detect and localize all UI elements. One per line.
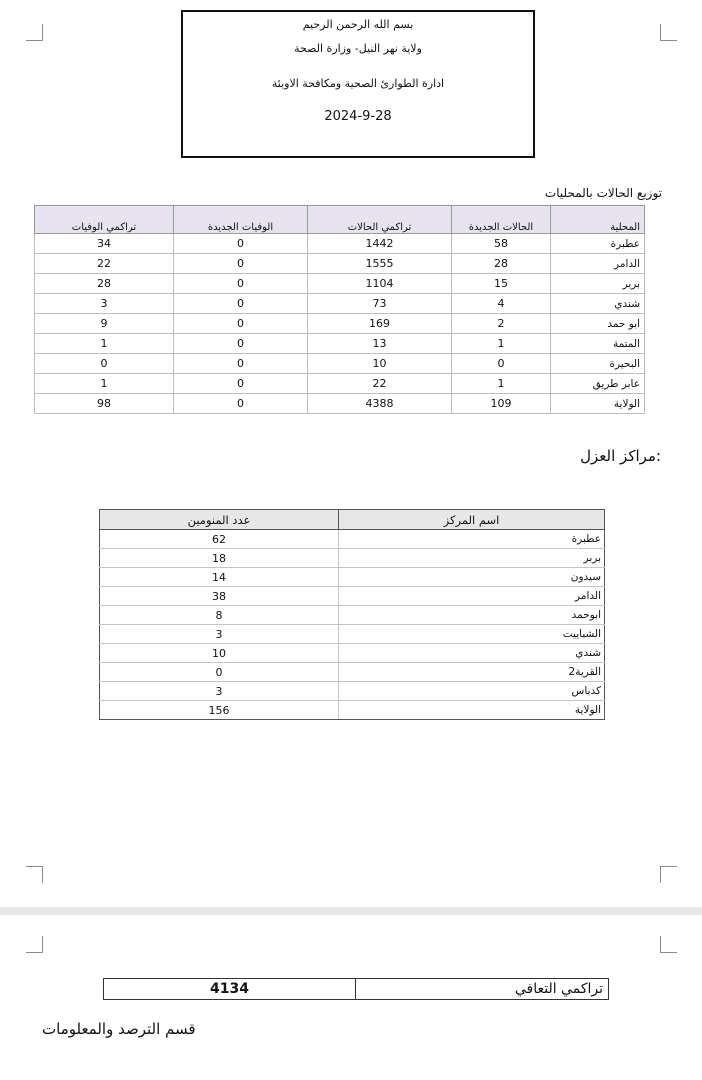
center-name: الشباييت xyxy=(339,625,605,644)
table-cell: 73 xyxy=(308,294,452,314)
report-date: 2024-9-28 xyxy=(324,109,392,124)
table-row xyxy=(35,354,645,374)
center-name: بربر xyxy=(339,549,605,568)
footer-department: قسم الترصد والمعلومات xyxy=(42,1020,196,1038)
margin-mark-bottom-right xyxy=(660,866,677,883)
center-name: ابوحمد xyxy=(339,606,605,625)
table-cell: 1 xyxy=(452,374,551,394)
column-header: تراكمي الوفيات xyxy=(35,206,174,234)
table-cell: 3 xyxy=(35,294,174,314)
inpatient-count: 8 xyxy=(100,606,339,625)
table-cell: 0 xyxy=(174,374,308,394)
inpatient-count: 10 xyxy=(100,644,339,663)
table-cell: 98 xyxy=(35,394,174,414)
cases-section-title: توزيع الحالات بالمحليات xyxy=(544,186,662,200)
center-name: القرية2 xyxy=(339,663,605,682)
locality-name: بربر xyxy=(551,274,645,294)
inpatient-count: 3 xyxy=(100,682,339,701)
center-name: سيدون xyxy=(339,568,605,587)
table-row xyxy=(35,374,645,394)
department-line: ادارة الطوارئ الصحية ومكافحة الاوبئة xyxy=(271,77,445,90)
table-row xyxy=(100,644,605,663)
letterhead-box xyxy=(181,10,535,158)
table-row xyxy=(35,274,645,294)
table-cell: 0 xyxy=(174,234,308,254)
table-cell: 22 xyxy=(35,254,174,274)
center-name: الدامر xyxy=(339,587,605,606)
table-cell: 0 xyxy=(174,274,308,294)
column-header: المحلية xyxy=(551,206,645,234)
recovery-value: 4134 xyxy=(210,981,249,997)
table-cell: 1104 xyxy=(308,274,452,294)
table-cell: 0 xyxy=(174,294,308,314)
table-cell: 109 xyxy=(452,394,551,414)
table-cell: 0 xyxy=(174,394,308,414)
table-cell: 58 xyxy=(452,234,551,254)
inpatient-count: 62 xyxy=(100,530,339,549)
table-row xyxy=(35,294,645,314)
margin-mark-top-left xyxy=(26,936,43,953)
table-cell: 22 xyxy=(308,374,452,394)
table-row xyxy=(35,314,645,334)
margin-mark-top-right xyxy=(660,936,677,953)
center-name: شندي xyxy=(339,644,605,663)
table-cell: 1 xyxy=(452,334,551,354)
column-header: اسم المركز xyxy=(339,510,605,530)
table-cell: 169 xyxy=(308,314,452,334)
locality-name: الدامر xyxy=(551,254,645,274)
table-cell: 2 xyxy=(452,314,551,334)
table-cell: 4 xyxy=(452,294,551,314)
locality-name: الولاية xyxy=(551,394,645,414)
table-header-row xyxy=(100,510,605,530)
table-row xyxy=(35,234,645,254)
recovery-label: تراكمي التعافي xyxy=(355,979,608,999)
column-header: عدد المنومين xyxy=(100,510,339,530)
table-header-row xyxy=(35,206,645,234)
table-row xyxy=(100,587,605,606)
table-cell: 1555 xyxy=(308,254,452,274)
table-cell: 9 xyxy=(35,314,174,334)
column-header: الوفيات الجديدة xyxy=(174,206,308,234)
isolation-section-title: :مراكز العزل xyxy=(580,447,661,465)
margin-mark-bottom-left xyxy=(26,866,43,883)
inpatient-count: 156 xyxy=(100,701,339,720)
locality-name: البحيرة xyxy=(551,354,645,374)
inpatient-count: 3 xyxy=(100,625,339,644)
locality-name: شندي xyxy=(551,294,645,314)
ministry-line: ولاية نهر النيل- وزارة الصحة xyxy=(294,42,422,55)
center-name: الولاية xyxy=(339,701,605,720)
inpatient-count: 18 xyxy=(100,549,339,568)
basmala: بسم الله الرحمن الرحيم xyxy=(302,18,414,31)
table-cell: 28 xyxy=(35,274,174,294)
table-row xyxy=(100,625,605,644)
locality-name: المتمة xyxy=(551,334,645,354)
table-cell: 1 xyxy=(35,374,174,394)
isolation-centers-table xyxy=(99,509,605,720)
table-cell: 0 xyxy=(174,314,308,334)
cases-by-locality-table xyxy=(34,205,645,414)
table-cell: 10 xyxy=(308,354,452,374)
column-header: تراكمي الحالات xyxy=(308,206,452,234)
table-row xyxy=(100,530,605,549)
table-row xyxy=(100,663,605,682)
table-row xyxy=(100,568,605,587)
table-row xyxy=(35,334,645,354)
margin-mark-top-left xyxy=(26,24,43,41)
table-cell: 15 xyxy=(452,274,551,294)
table-cell: 34 xyxy=(35,234,174,254)
recovery-total-box xyxy=(103,978,609,1000)
table-cell: 1442 xyxy=(308,234,452,254)
center-name: كدباس xyxy=(339,682,605,701)
locality-name: عطبرة xyxy=(551,234,645,254)
table-row xyxy=(100,606,605,625)
column-header: الحالات الجديدة xyxy=(452,206,551,234)
table-cell: 0 xyxy=(174,354,308,374)
table-row xyxy=(35,394,645,414)
center-name: عطبرة xyxy=(339,530,605,549)
page-separator xyxy=(0,907,702,915)
table-cell: 28 xyxy=(452,254,551,274)
table-row xyxy=(100,682,605,701)
table-cell: 1 xyxy=(35,334,174,354)
inpatient-count: 14 xyxy=(100,568,339,587)
locality-name: عابر طريق xyxy=(551,374,645,394)
table-cell: 0 xyxy=(174,334,308,354)
inpatient-count: 38 xyxy=(100,587,339,606)
margin-mark-top-right xyxy=(660,24,677,41)
locality-name: ابو حمد xyxy=(551,314,645,334)
table-row xyxy=(35,254,645,274)
table-cell: 4388 xyxy=(308,394,452,414)
inpatient-count: 0 xyxy=(100,663,339,682)
table-row xyxy=(100,549,605,568)
table-cell: 13 xyxy=(308,334,452,354)
table-cell: 0 xyxy=(174,254,308,274)
table-cell: 0 xyxy=(35,354,174,374)
table-cell: 0 xyxy=(452,354,551,374)
table-row xyxy=(100,701,605,720)
